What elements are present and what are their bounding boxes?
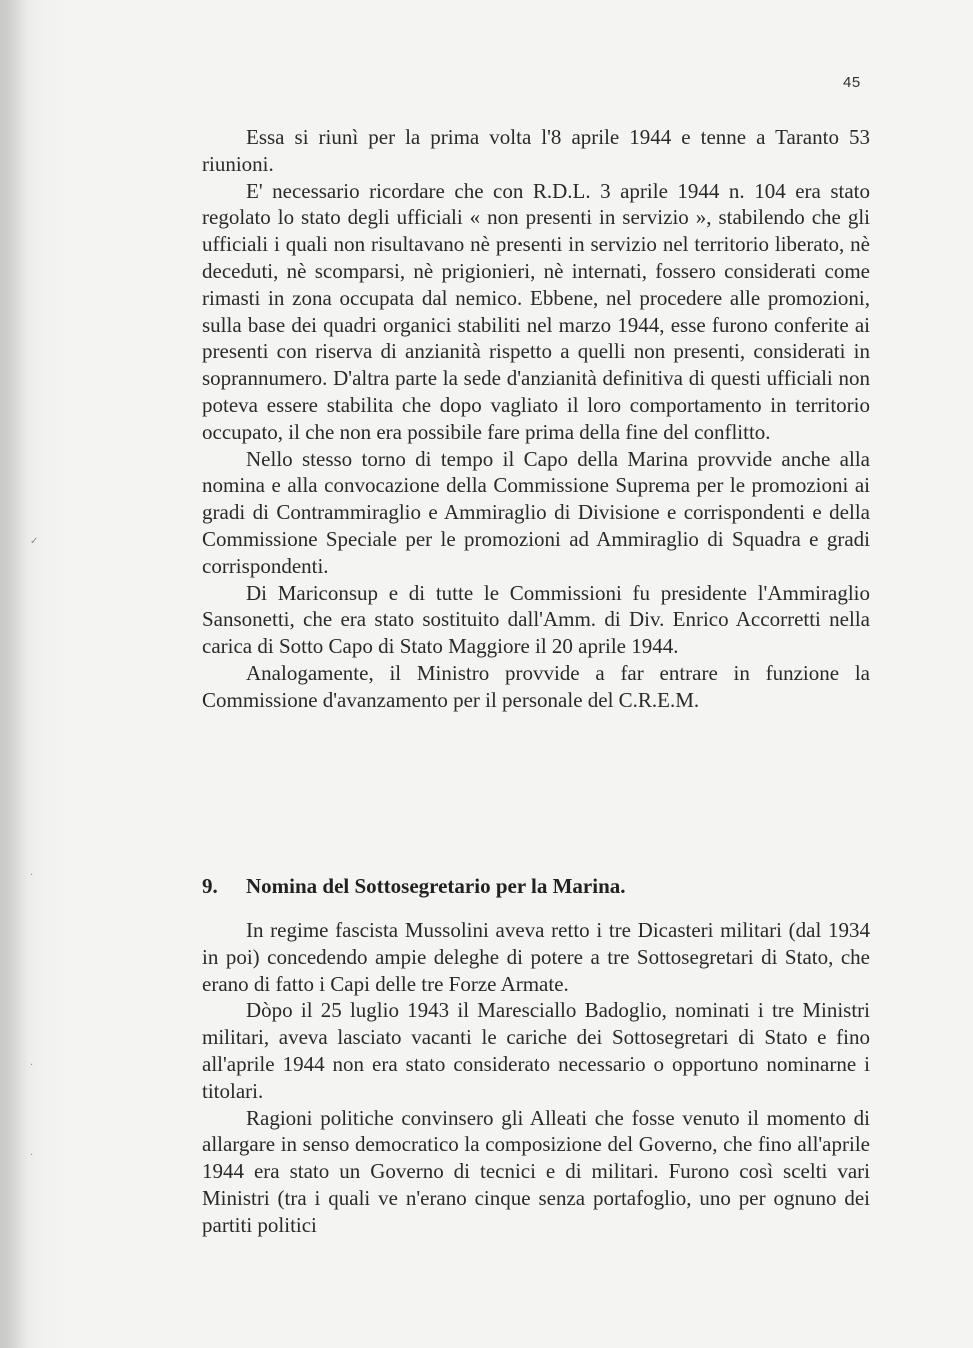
binding-gutter-shadow [0, 0, 28, 1348]
section-title: Nomina del Sottosegretario per la Marina. [246, 874, 626, 898]
page-number: 45 [843, 74, 861, 91]
paragraph: In regime fascista Mussolini aveva retto i tre Dicasteri militari (dal 1934 in poi) concedendo ampie deleghe di potere a tre Sottosegretari di Stato, che erano di fatto i Capi delle tre Forze Armate. [202, 918, 870, 996]
paragraph: Analogamente, il Ministro provvide a far entrare in funzione la Commissione d'avanzamento per il personale del C.R.E.M. [202, 660, 870, 712]
paragraph: Dòpo il 25 luglio 1943 il Maresciallo Badoglio, nominati i tre Ministri militari, aveva lasciato vacanti le cariche dei Sottosegretari di Stato e fino all'aprile 1944 non era stato considerato necessario o opportuno nominarne i titolari. [202, 998, 870, 1103]
section-number: 9. [202, 874, 218, 898]
scan-speck: · [30, 1150, 34, 1161]
paragraph: Ragioni politiche convinsero gli Alleati che fosse venuto il momento di allargare in senso democratico la composizione del Governo, che fino all'aprile 1944 era stato un Governo di tecnici e di militari. Furono così scelti vari Ministri (tra i quali ve n'erano cinque senza portafoglio, uno per ognuno dei partiti politici [202, 1105, 870, 1237]
paragraph: E' necessario ricordare che con R.D.L. 3 aprile 1944 n. 104 era stato regolato lo stato degli ufficiali « non presenti in servizio », stabilendo che gli ufficiali i quali non risultavano nè presenti in servizio nel territorio liberato, nè deceduti, nè scomparsi, nè prigionieri, nè internati, fossero considerati come rimasti in zona occupata dal nemico. Ebbene, nel procedere alle promozioni, sulla base dei quadri organici stabiliti nel marzo 1944, esse furono conferite ai presenti con riserva di anzianità rispetto a quelli non presenti, considerati in soprannumero. D'altra parte la sede d'anzianità definitiva di questi ufficiali non poteva essere stabilita che dopo vagliato il loro comportamento in territorio occupato, il che non era possibile fare prima della fine del conflitto. [202, 178, 870, 444]
section-heading [202, 874, 870, 899]
paragraph: Di Mariconsup e di tutte le Commissioni fu presidente l'Ammiraglio Sansonetti, che era stato sostituito dall'Amm. di Div. Enrico Accorretti nella carica di Sotto Capo di Stato Maggiore il 20 aprile 1944. [202, 580, 870, 659]
section-one-body [202, 124, 870, 714]
scan-speck: · [30, 1060, 34, 1071]
paragraph: Essa si riunì per la prima volta l'8 aprile 1944 e tenne a Taranto 53 riunioni. [202, 125, 870, 176]
paragraph: Nello stesso torno di tempo il Capo della Marina provvide anche alla nomina e alla convocazione della Commissione Suprema per le promozioni ai gradi di Contrammiraglio e Ammiraglio di Divisione e corrispondenti e della Commissione Speciale per le promozioni ad Ammiraglio di Squadra e gradi corrispondenti. [202, 446, 870, 578]
scan-speck: ✓ [30, 536, 39, 547]
scan-speck: · [30, 870, 34, 881]
section-two-body [202, 917, 870, 1239]
